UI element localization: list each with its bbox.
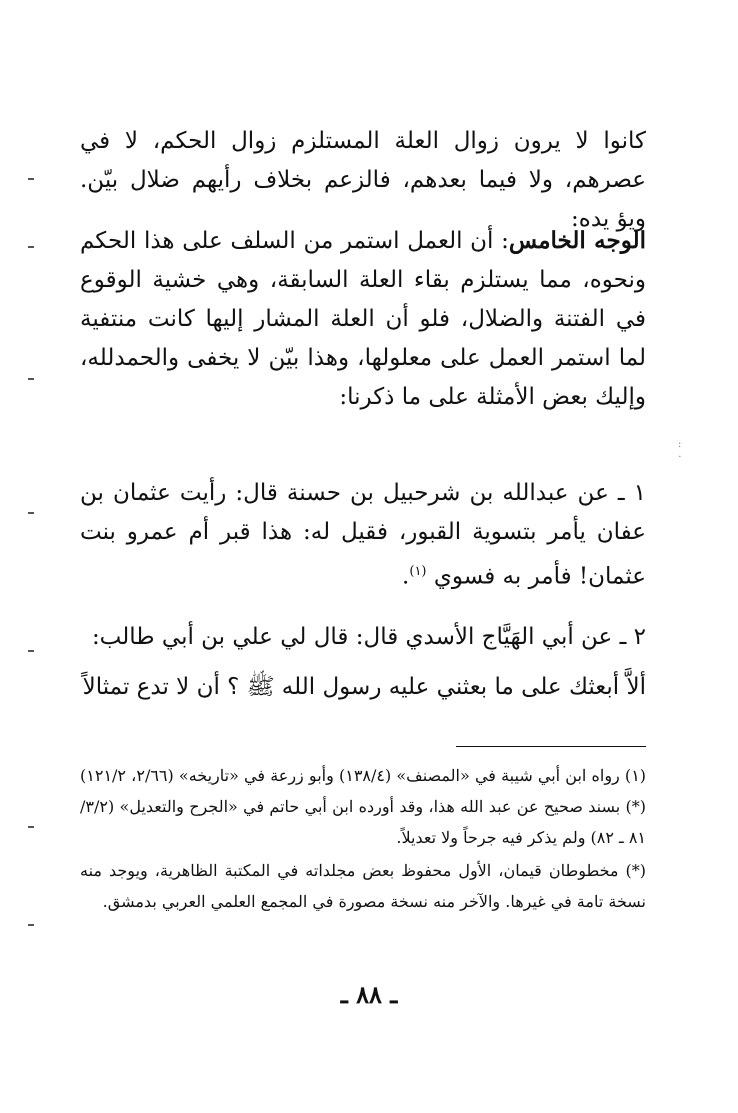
footnote-reference-1[interactable]: (١) (409, 564, 427, 579)
paragraph-example-2-quote-text: ألاَّ أبعثك على ما بعثني عليه رسول الله ﷺ ؟ أن لا تدع تمثالاً (82, 674, 646, 700)
paragraph-intro-text: كانوا لا يرون زوال العلة المستلزم زوال الحكم، لا في عصرهم، ولا فيما بعدهم، فالزعم بخلاف رأيهم ضلال بيّن. ويؤ يده: (80, 128, 646, 232)
paragraph-example-2-text: ٢ ـ عن أبي الهَيَّاج الأسدي قال: قال لي علي بن أبي طالب: (91, 624, 646, 650)
paragraph-fifth-aspect (80, 221, 646, 417)
paragraph-example-2 (80, 618, 646, 657)
paragraph-example-2-quote (80, 668, 646, 707)
paragraph-example-1-end: . (402, 563, 410, 590)
scan-dots: : . (678, 439, 682, 460)
scan-speck (28, 826, 34, 828)
footnote-asterisk: (*) مخطوطان قيمان، الأول محفوظ بعض مجلداته في المكتبة الظاهرية، ويوجد منه نسخة تامة في غيرها. والآخر منه نسخة مصورة في المجمع العلمي العربي بدمشق. (80, 861, 646, 911)
scan-speck (28, 924, 34, 926)
paragraph-fifth-aspect-text: : أن العمل استمر من السلف على هذا الحكم ونحوه، مما يستلزم بقاء العلة السابقة، وهي خشية الوقوع في الفتنة والضلال، فلو أن العلة المشار إليها كانت منتفية لما استمر العمل على معلولها، وهذا بيّن لا يخفى والحمدلله، وإليك بعض الأمثلة على ما ذكرنا: (80, 228, 647, 410)
footnote-divider (456, 746, 646, 747)
section-heading-fifth-aspect: الوجه الخامس (508, 227, 647, 254)
scan-speck (28, 512, 34, 514)
paragraph-example-1-text: ١ ـ عن عبدالله بن شرحبيل بن حسنة قال: رأيت عثمان بن عفان يأمر بتسوية القبور، فقيل له: هذا قبر أم عمرو بنت عثمان! فأمر به فسوي (80, 480, 646, 590)
scan-speck (28, 246, 34, 248)
scan-speck (28, 650, 34, 652)
scan-speck (28, 178, 34, 180)
paragraph-example-1 (80, 474, 646, 597)
page-number: ـ ٨٨ ـ (340, 980, 398, 1009)
scan-speck (28, 378, 34, 380)
footnotes-section (80, 760, 646, 917)
footnote-1: (١) رواه ابن أبي شيبة في «المصنف» (١٣٨/٤) وأبو زرعة في «تاريخه» (٢/٦٦، ١٢١/٢) (*) بسند صحيح عن عبد الله هذا، وقد أورده ابن أبي حاتم في «الجرح والتعديل» (٣/٢/ ٨١ ـ ٨٢) ولم يذكر فيه جرحاً ولا تعديلاً. (80, 766, 647, 847)
